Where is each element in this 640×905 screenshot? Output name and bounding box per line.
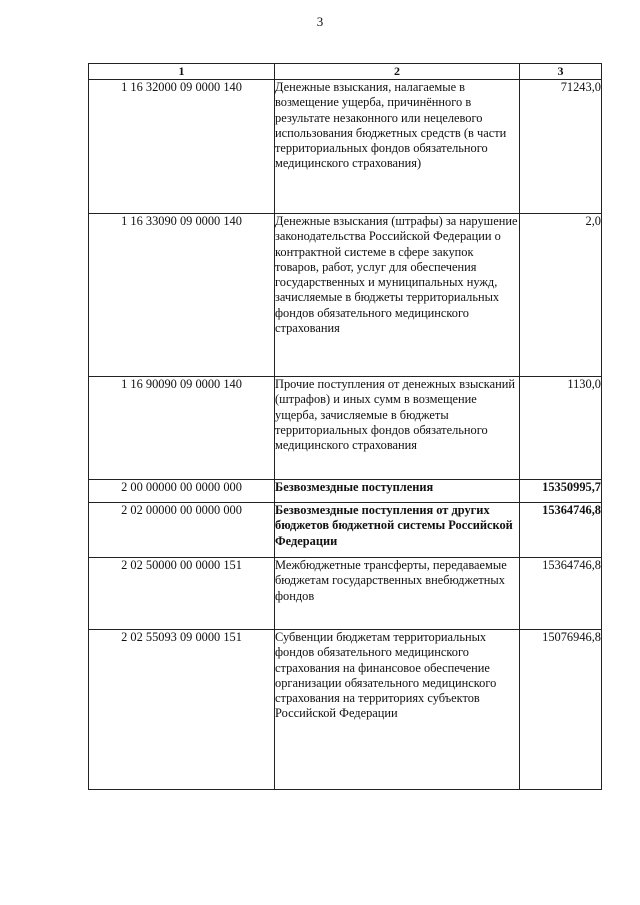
row-code: 1 16 33090 09 0000 140	[89, 214, 275, 377]
row-amount: 15364746,8	[520, 503, 602, 558]
row-name: Безвозмездные поступления от других бюджетов бюджетной системы Российской Федерации	[275, 503, 520, 558]
row-name: Денежные взыскания (штрафы) за нарушение законодательства Российской Федерации о контрактной системе в сфере закупок товаров, работ, услуг для обеспечения государственных и муниципальных нужд, зачисляемые в бюджеты территориальных фондов обязательного медицинского страхования	[275, 214, 520, 377]
row-code: 1 16 32000 09 0000 140	[89, 80, 275, 214]
table-row	[89, 480, 602, 503]
row-name: Безвозмездные поступления	[275, 480, 520, 503]
table-row	[89, 214, 602, 377]
column-header-name: 2	[275, 64, 520, 80]
row-code: 2 02 55093 09 0000 151	[89, 630, 275, 790]
page-number: 3	[316, 14, 324, 29]
row-amount: 15076946,8	[520, 630, 602, 790]
row-code: 2 00 00000 00 0000 000	[89, 480, 275, 503]
row-amount: 15364746,8	[520, 558, 602, 630]
table-row	[89, 558, 602, 630]
table-header-row	[89, 64, 602, 80]
row-name: Межбюджетные трансферты, передаваемые бюджетам государственных внебюджетных фондов	[275, 558, 520, 630]
table-row	[89, 630, 602, 790]
row-name: Денежные взыскания, налагаемые в возмещение ущерба, причинённого в результате незаконного или нецелевого использования бюджетных средств (в части территориальных фондов обязательного медицинского страхования)	[275, 80, 520, 214]
table-row	[89, 503, 602, 558]
table-row	[89, 80, 602, 214]
row-code: 1 16 90090 09 0000 140	[89, 377, 275, 480]
column-header-code: 1	[89, 64, 275, 80]
row-code: 2 02 00000 00 0000 000	[89, 503, 275, 558]
row-name: Прочие поступления от денежных взысканий (штрафов) и иных сумм в возмещение ущерба, зачисляемые в бюджеты территориальных фондов обязательного медицинского страхования	[275, 377, 520, 480]
column-header-amount: 3	[520, 64, 602, 80]
revenue-table	[88, 63, 602, 790]
row-code: 2 02 50000 00 0000 151	[89, 558, 275, 630]
row-name: Субвенции бюджетам территориальных фондов обязательного медицинского страхования на финансовое обеспечение организации обязательного медицинского страхования на территориях субъектов Российской Федерации	[275, 630, 520, 790]
row-amount: 1130,0	[520, 377, 602, 480]
row-amount: 2,0	[520, 214, 602, 377]
row-amount: 71243,0	[520, 80, 602, 214]
table-row	[89, 377, 602, 480]
row-amount: 15350995,7	[520, 480, 602, 503]
